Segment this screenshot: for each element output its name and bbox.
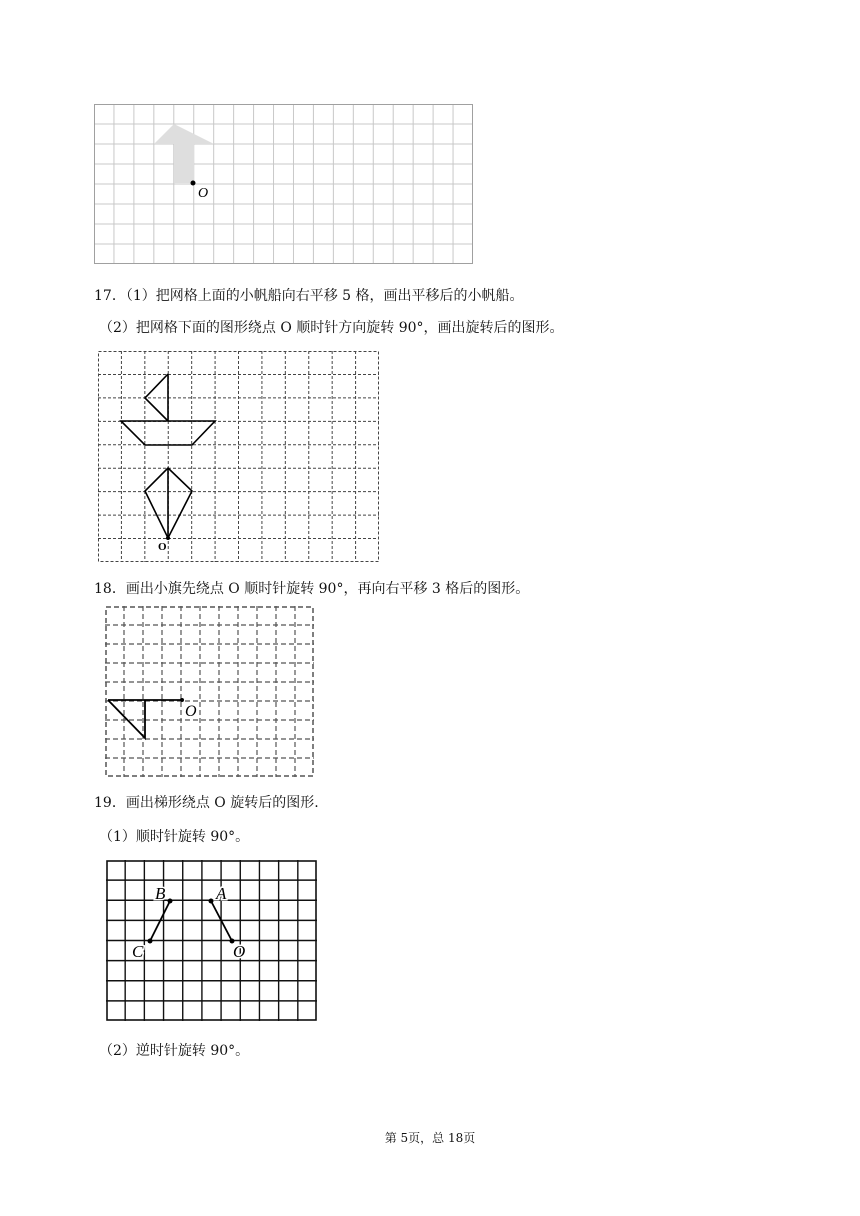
- q18-grid-figure: [105, 606, 315, 778]
- point-o-label: O: [158, 541, 167, 553]
- q19-sub1: （1）顺时针旋转 90°。: [99, 829, 250, 845]
- point-c: [148, 939, 153, 944]
- point-o-label: O: [198, 186, 209, 201]
- q17-line2: （2）把网格下面的图形绕点 O 顺时针方向旋转 90°，画出旋转后的图形。: [99, 320, 564, 336]
- point-b-label: B: [155, 884, 166, 903]
- point-o-label: O: [233, 942, 246, 961]
- point-a-label: A: [216, 884, 227, 903]
- q17-line1: 17．（1）把网格上面的小帆船向右平移 5 格，画出平移后的小帆船。: [94, 288, 524, 304]
- point-o-label: O: [185, 703, 197, 720]
- point-c-label: C: [132, 942, 144, 961]
- q19-grid-figure: [106, 860, 318, 1022]
- page-footer: 第 5页，总 18页: [384, 1131, 476, 1145]
- q16-grid-figure: [94, 104, 474, 266]
- kite-shape: [145, 468, 192, 538]
- point-a: [209, 899, 214, 904]
- arrow-shape: [154, 124, 214, 183]
- rotation-point-o: [191, 181, 196, 186]
- q19-line1: 19．画出梯形绕点 O 旋转后的图形.: [94, 795, 319, 811]
- q19-sub2: （2）逆时针旋转 90°。: [99, 1043, 250, 1059]
- sailboat-shape: [121, 374, 215, 445]
- q18-line1: 18．画出小旗先绕点 O 顺时针旋转 90°，再向右平移 3 格后的图形。: [94, 581, 530, 597]
- point-b: [168, 899, 173, 904]
- flag-shape: [108, 700, 182, 738]
- rotation-point-o: [180, 698, 184, 702]
- q17-grid-figure: [98, 351, 380, 563]
- rotation-point-o: [166, 536, 170, 540]
